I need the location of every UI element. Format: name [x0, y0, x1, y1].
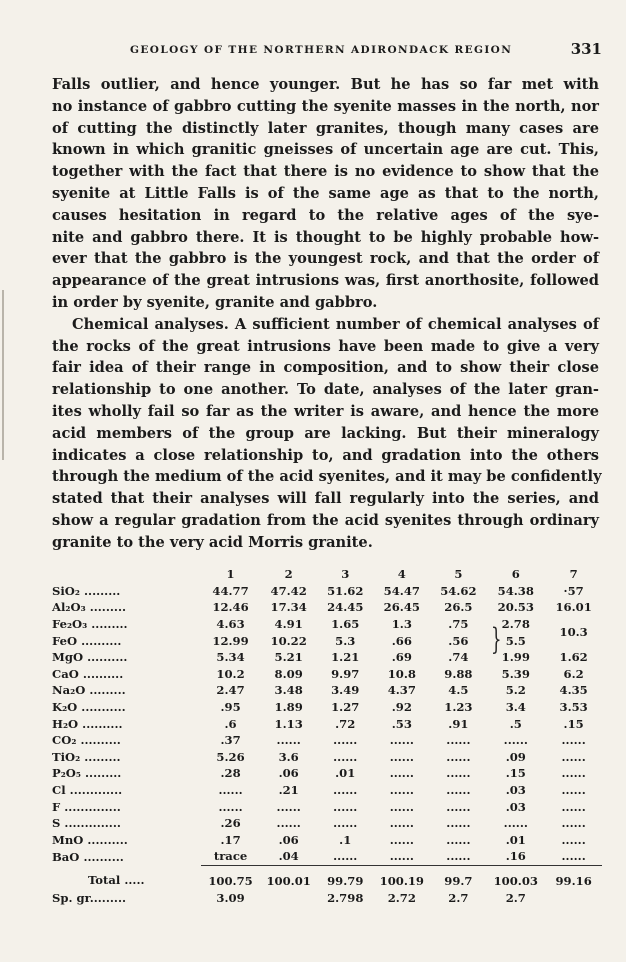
table-cell: .06: [278, 832, 299, 847]
table-cell: .92: [391, 700, 412, 715]
table-row: [52, 715, 602, 732]
table-row: [52, 765, 602, 782]
table-cell: .04: [278, 849, 299, 864]
text-line: show a regular gradation from the acid syenites through ordinary: [52, 511, 599, 529]
row-label: Cl .............: [52, 783, 123, 798]
table-cell: 5.2: [505, 683, 526, 698]
table-cell: .72: [335, 716, 356, 731]
table-row: [52, 699, 602, 716]
table-cell: 5.39: [501, 666, 530, 681]
table-cell: ......: [276, 733, 301, 748]
table-cell: ......: [446, 749, 471, 764]
column-header: 2: [284, 567, 293, 582]
table-cell: trace: [213, 849, 248, 864]
text-line: Chemical analyses. A sufficient number of chemical analyses of: [72, 315, 599, 333]
table-cell: .01: [505, 832, 526, 847]
table-cell: 5.3: [335, 633, 356, 648]
table-cell: 3.48: [274, 683, 303, 698]
table-row: [52, 815, 602, 832]
table-cell: 2.7: [448, 890, 469, 905]
row-label: FeO ..........: [52, 633, 122, 648]
table-row: [52, 832, 602, 849]
table-header-row: [52, 566, 602, 583]
table-cell: 5.26: [216, 749, 245, 764]
table-cell: 44.77: [212, 583, 249, 598]
total-row: [52, 865, 602, 890]
table-cell: .17: [220, 832, 241, 847]
table-cell: 54.62: [440, 583, 477, 598]
text-line: of cutting the distinctly later granites, though many cases are: [52, 119, 599, 137]
table-cell: 100.03: [486, 865, 545, 890]
table-cell: .16: [505, 849, 526, 864]
text-line: known in which granitic gneisses of uncertain age are cut. This,: [52, 141, 599, 159]
row-label: CaO ..........: [52, 666, 124, 681]
table-cell: ......: [446, 733, 471, 748]
text-line: appearance of the great intrusions was, first anorthosite, followed: [52, 272, 599, 290]
table-cell: 10.2: [216, 666, 245, 681]
table-cell: 8.09: [274, 666, 303, 681]
row-label: S ..............: [52, 816, 121, 831]
table-cell: ......: [561, 749, 586, 764]
table-cell: 20.53: [497, 600, 534, 615]
table-cell: 16.01: [555, 600, 592, 615]
table-cell: .6: [224, 716, 237, 731]
column-header: 7: [569, 567, 578, 582]
column-header: 6: [511, 567, 520, 582]
table-cell: 5.21: [274, 650, 303, 665]
table-cell: .06: [278, 766, 299, 781]
table-cell: 3.4: [505, 700, 526, 715]
header-spacer: [52, 566, 201, 583]
text-line: indicates a close relationship to, and gradation into the others: [52, 446, 599, 464]
table-cell: ......: [389, 749, 414, 764]
text-line: ever that the gabbro is the youngest rock, and that the order of: [52, 250, 599, 268]
table-cell: ......: [561, 766, 586, 781]
column-header: 4: [397, 567, 406, 582]
table-cell: 4.35: [559, 683, 588, 698]
table-cell: 54.38: [497, 583, 534, 598]
table-cell: 4.91: [274, 617, 303, 632]
table-cell: 100.01: [260, 865, 317, 890]
table-cell: 3.53: [559, 700, 588, 715]
table-cell: ......: [333, 849, 358, 864]
table-cell: 12.46: [212, 600, 249, 615]
table-cell: ......: [561, 832, 586, 847]
table-cell: ......: [389, 733, 414, 748]
table-cell: ......: [446, 849, 471, 864]
row-label: K₂O ...........: [52, 700, 126, 715]
table-cell: ......: [333, 816, 358, 831]
body-text: [52, 74, 602, 554]
page-number: 331: [570, 40, 602, 58]
row-label: Sp. gr.........: [52, 890, 127, 905]
table-cell: ......: [446, 799, 471, 814]
table-cell: 4.37: [387, 683, 416, 698]
table-row: [52, 632, 602, 649]
table-cell: ......: [333, 749, 358, 764]
table-cell: 51.62: [327, 583, 364, 598]
table-row: [52, 666, 602, 683]
table-row: [52, 749, 602, 766]
table-cell: 1.89: [274, 700, 303, 715]
table-row: [52, 583, 602, 600]
table-cell: 10.8: [387, 666, 416, 681]
table-cell: 26.45: [383, 600, 420, 615]
table-cell: 2.798: [327, 890, 364, 905]
table-cell: .03: [505, 799, 526, 814]
table-cell: 99.79: [317, 865, 373, 890]
column-header: 5: [454, 567, 463, 582]
row-label: Fe₂O₃ .........: [52, 617, 128, 632]
row-label: BaO ..........: [52, 849, 124, 864]
table-cell: 24.45: [327, 600, 364, 615]
text-line: together with the fact that there is no evidence to show that the: [52, 163, 599, 181]
row-label: CO₂ ..........: [52, 733, 121, 748]
text-line: nite and gabbro there. It is thought to be highly probable how-: [52, 228, 599, 246]
table-cell: 2.78: [501, 617, 530, 632]
text-line: causes hesitation in regard to the relative ages of the sye-: [52, 206, 599, 224]
table-cell: 3.49: [331, 683, 360, 698]
table-cell: .53: [391, 716, 412, 731]
table-cell: 5.5: [505, 633, 526, 648]
table-cell: ......: [333, 783, 358, 798]
table-cell: .95: [220, 700, 241, 715]
row-label: MgO ..........: [52, 650, 128, 665]
table-cell: 100.19: [373, 865, 430, 890]
table-cell: .1: [339, 832, 352, 847]
table-cell: ......: [561, 816, 586, 831]
table-row: [52, 682, 602, 699]
text-line: in order by syenite, granite and gabbro.: [52, 293, 378, 311]
text-line: relationship to one another. To date, analyses of the later gran-: [52, 381, 599, 399]
table-cell: 26.5: [444, 600, 473, 615]
table-cell: 1.13: [274, 716, 303, 731]
table-cell: ......: [561, 799, 586, 814]
table-cell: ......: [389, 783, 414, 798]
text-line: fair idea of their range in composition, and to show their close: [52, 359, 599, 377]
text-line: granite to the very acid Morris granite.: [52, 533, 373, 551]
table-cell: ......: [276, 816, 301, 831]
table-cell: ......: [503, 733, 528, 748]
specific-gravity-row: [52, 890, 602, 907]
table-cell: 1.3: [391, 617, 412, 632]
table-cell: 10.22: [270, 633, 307, 648]
table-cell: ......: [333, 799, 358, 814]
table-row: [52, 616, 602, 633]
table-cell: ·57: [563, 583, 584, 598]
table-cell: 4.5: [448, 683, 469, 698]
table-cell: .21: [278, 783, 299, 798]
table-cell: 3.09: [216, 890, 245, 905]
row-label: P₂O₅ .........: [52, 766, 122, 781]
table-cell: .09: [505, 749, 526, 764]
table-cell: ......: [218, 783, 243, 798]
table-cell: ......: [389, 849, 414, 864]
table-cell: .66: [391, 633, 412, 648]
row-label: SiO₂ .........: [52, 583, 121, 598]
table-cell: 1.62: [559, 650, 588, 665]
table-cell: .15: [563, 716, 584, 731]
text-line: stated that their analyses will fall regularly into the series, and: [52, 490, 599, 508]
table-row: [52, 599, 602, 616]
table-cell: .75: [448, 617, 469, 632]
table-cell: ......: [503, 816, 528, 831]
table-cell: 6.2: [563, 666, 584, 681]
text-line: ites wholly fail so far as the writer is aware, and hence the more: [52, 402, 599, 420]
table-cell: ......: [389, 816, 414, 831]
table-cell: .56: [448, 633, 469, 648]
table-cell: 54.47: [383, 583, 420, 598]
table-row: [52, 732, 602, 749]
table-cell: 1.27: [331, 700, 360, 715]
table-cell: 3.6: [278, 749, 299, 764]
table-cell: 2.47: [216, 683, 245, 698]
table-cell: ......: [446, 766, 471, 781]
table-cell: .01: [335, 766, 356, 781]
text-line: acid members of the group are lacking. But their mineralogy: [52, 424, 599, 442]
row-label: MnO ..........: [52, 832, 128, 847]
row-label: Al₂O₃ .........: [52, 600, 127, 615]
page-header: [52, 40, 602, 62]
row-label: TiO₂ .........: [52, 749, 121, 764]
table-cell: 1.23: [444, 700, 473, 715]
table-cell: ......: [333, 733, 358, 748]
table-cell: 1.65: [331, 617, 360, 632]
table-cell: 12.99: [212, 633, 249, 648]
table-cell: 9.88: [444, 666, 473, 681]
table-cell: 4.63: [216, 617, 245, 632]
table-cell: ......: [446, 783, 471, 798]
row-label: F ..............: [52, 799, 121, 814]
brace-mark: }: [491, 622, 502, 657]
table-cell: .15: [505, 766, 526, 781]
table-row: [52, 848, 602, 865]
table-cell: ......: [446, 816, 471, 831]
text-line: Falls outlier, and hence younger. But he has so far met with: [52, 76, 599, 93]
table-cell: ......: [446, 832, 471, 847]
table-cell: ......: [276, 799, 301, 814]
table-cell: .28: [220, 766, 241, 781]
table-cell: .5: [509, 716, 522, 731]
column-header: 1: [226, 567, 235, 582]
table-cell: .69: [391, 650, 412, 665]
text-line: the rocks of the great intrusions have been made to give a very: [52, 337, 599, 355]
table-cell: .37: [220, 733, 241, 748]
table-cell: .91: [448, 716, 469, 731]
table-cell: 1.21: [331, 650, 360, 665]
table-cell: [260, 890, 317, 907]
table-cell: 17.34: [270, 600, 307, 615]
table-cell: ......: [561, 733, 586, 748]
table-cell: 2.72: [387, 890, 416, 905]
running-head: GEOLOGY OF THE NORTHERN ADIRONDACK REGION: [130, 44, 513, 56]
row-label: Total .....: [88, 873, 145, 888]
table-cell: 47.42: [270, 583, 307, 598]
table-cell: ......: [389, 832, 414, 847]
table-cell: 5.34: [216, 650, 245, 665]
table-cell: 99.7: [430, 865, 486, 890]
table-cell: .03: [505, 783, 526, 798]
merged-cell: 10.3: [559, 625, 588, 640]
text-line: no instance of gabbro cutting the syenite masses in the north, nor: [52, 97, 599, 115]
table-cell: ......: [561, 849, 586, 864]
table-cell: ......: [389, 799, 414, 814]
table-cell: 2.7: [505, 890, 526, 905]
table-cell: .74: [448, 650, 469, 665]
table-cell: ......: [561, 783, 586, 798]
table-cell: 9.97: [331, 666, 360, 681]
table-cell: [545, 890, 602, 907]
table-row: [52, 649, 602, 666]
table-cell: ......: [389, 766, 414, 781]
table-cell: 100.75: [201, 865, 260, 890]
table-cell: .26: [220, 816, 241, 831]
text-line: through the medium of the acid syenites, and it may be confidently: [52, 468, 602, 486]
table-row: [52, 798, 602, 815]
row-label: H₂O ..........: [52, 716, 123, 731]
table-cell: ......: [218, 799, 243, 814]
chemical-analyses-table: [52, 566, 602, 906]
table-cell: 1.99: [501, 650, 530, 665]
table-cell: 99.16: [545, 865, 602, 890]
page-edge-mark: [2, 290, 4, 460]
table-row: [52, 782, 602, 799]
column-header: 3: [341, 567, 350, 582]
row-label: Na₂O .........: [52, 683, 126, 698]
text-line: syenite at Little Falls is of the same age as that to the north,: [52, 184, 599, 202]
